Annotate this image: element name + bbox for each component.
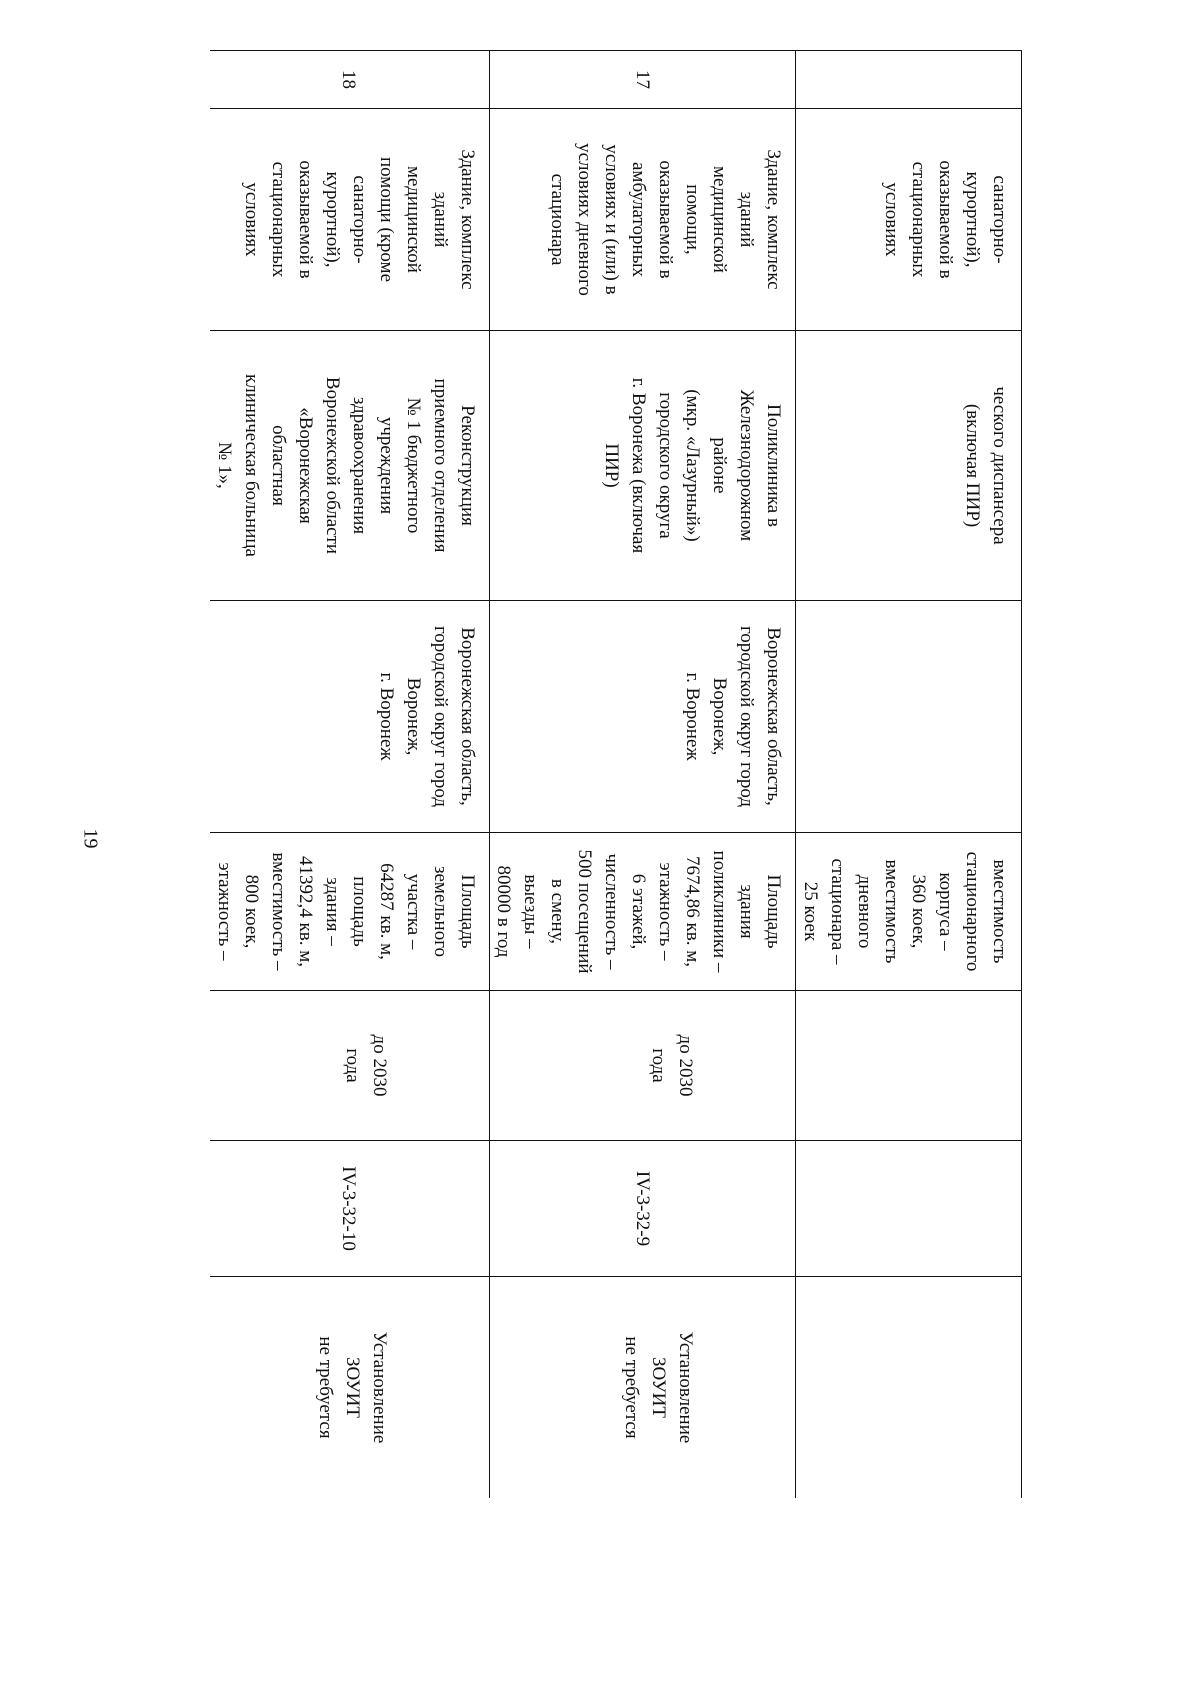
cell-object-type <box>796 109 1022 331</box>
table-row <box>210 51 490 1499</box>
objects-table <box>210 50 1022 1498</box>
cell-parameters <box>210 833 490 991</box>
cell-text-line: 500 посещений <box>574 849 595 974</box>
table-row <box>796 51 1022 1499</box>
rotated-table-container <box>210 50 1022 1498</box>
cell-text-line: приемного отделения <box>430 378 451 553</box>
cell-text-line: городского округа <box>655 392 676 539</box>
table-body <box>210 51 1022 1499</box>
cell-text-line: оказываемой в <box>935 160 956 279</box>
cell-text-line: до 2030 <box>675 1034 696 1097</box>
cell-text-line: районе <box>709 437 730 494</box>
cell-text-line: года <box>648 1048 669 1083</box>
cell-text-line: участка – <box>403 873 424 950</box>
cell-text-line: здравоохранения <box>349 396 370 535</box>
cell-parameters <box>490 833 796 991</box>
cell-text-line: не требуется <box>315 1336 336 1439</box>
cell-text-line: 360 коек, <box>908 874 929 949</box>
cell-location <box>796 601 1022 833</box>
cell-text-line: зданий <box>430 191 451 248</box>
cell-object-name <box>490 331 796 601</box>
cell-zone-note <box>796 1277 1022 1499</box>
cell-number <box>490 51 796 109</box>
cell-text-line: помощи, <box>682 184 703 255</box>
cell-text-line: корпуса – <box>935 872 956 951</box>
cell-number <box>796 51 1022 109</box>
cell-text-line: этажность – <box>655 862 676 961</box>
cell-text-line: санаторно- <box>989 175 1010 264</box>
cell-object-code <box>796 1141 1022 1277</box>
cell-text-line: ПИР) <box>601 443 622 488</box>
cell-text-line: численность – <box>601 853 622 970</box>
cell-text-line: городской округ город <box>430 625 451 808</box>
page-number <box>79 818 101 858</box>
cell-text: 17 <box>632 70 653 89</box>
cell-text-line: 64287 кв. м, <box>376 863 397 960</box>
cell-text-line: «Воронежская <box>295 407 316 524</box>
cell-text-line: Воронежской области <box>322 376 343 555</box>
cell-text-line: г. Воронеж <box>376 672 397 761</box>
cell-text-line: условиях <box>241 182 262 257</box>
cell-object-name <box>210 331 490 601</box>
cell-text-line: площадь <box>349 876 370 947</box>
cell-location <box>490 601 796 833</box>
cell-text-line: санаторно- <box>349 175 370 264</box>
cell-text-line: вместимость – <box>268 852 289 971</box>
page-number-text: 19 <box>79 828 102 848</box>
cell-text-line: вместимость <box>881 859 902 964</box>
cell-text-line: стационарного <box>962 851 983 972</box>
cell-text-line: дневного <box>854 874 875 949</box>
cell-text-line: амбулаторных <box>628 162 649 277</box>
cell-text-line: учреждения <box>376 416 397 515</box>
cell-text-line: курортной), <box>322 171 343 268</box>
cell-text-line: Здание, комплекс <box>457 149 478 290</box>
cell-object-code <box>210 1141 490 1277</box>
cell-text-line: 6 этажей, <box>628 873 649 950</box>
cell-location <box>210 601 490 833</box>
cell-text-line: Реконструкция <box>457 405 478 526</box>
cell-text-line: Воронеж, <box>709 677 730 756</box>
cell-object-code <box>490 1141 796 1277</box>
cell-text-line: стационара <box>547 173 568 266</box>
cell-text-line: оказываемой в <box>655 160 676 279</box>
cell-text-line: поликлиники – <box>709 850 730 973</box>
cell-text-line: 41392,4 кв. м, <box>295 856 316 967</box>
cell-text-line: вместимость <box>989 859 1010 964</box>
cell-text-line: помощи (кроме <box>376 156 397 283</box>
cell-text-line: условиях и (или) в <box>601 144 622 295</box>
cell-text-line: условиях <box>881 182 902 257</box>
cell-zone-note <box>490 1277 796 1499</box>
cell-text-line: 7674,86 кв. м, <box>682 856 703 967</box>
table-row <box>490 51 796 1499</box>
cell-text-line: Установление <box>369 1331 390 1444</box>
cell-term <box>796 991 1022 1141</box>
cell-text-line: ЗОУИТ <box>342 1357 363 1418</box>
cell-text-line: года <box>342 1048 363 1083</box>
cell-text-line: Железнодорожном <box>736 389 757 542</box>
cell-number <box>210 51 490 109</box>
cell-text-line: стационарных <box>268 161 289 278</box>
cell-text-line: Воронежская область, <box>457 627 478 806</box>
cell-term <box>210 991 490 1141</box>
cell-text-line: 800 коек, <box>241 874 262 949</box>
cell-text-line: здания <box>736 884 757 939</box>
cell-text-line: до 2030 <box>369 1034 390 1097</box>
cell-term <box>490 991 796 1141</box>
cell-object-type <box>210 109 490 331</box>
cell-text-line: здания – <box>322 877 343 946</box>
cell-text-line: земельного <box>430 865 451 958</box>
cell-text-line: Установление <box>675 1331 696 1444</box>
cell-text-line: Здание, комплекс <box>763 149 784 290</box>
cell-text: 18 <box>338 70 359 89</box>
cell-text-line: 80000 в год <box>493 865 514 958</box>
cell-text: IV-3-32-10 <box>338 1166 359 1251</box>
cell-text-line: оказываемой в <box>295 160 316 279</box>
cell-text-line: г. Воронежа (включая <box>628 377 649 554</box>
cell-text-line: (мкр. «Лазурный») <box>682 389 703 542</box>
cell-parameters <box>796 833 1022 991</box>
cell-object-type <box>490 109 796 331</box>
cell-text: IV-3-32-9 <box>632 1170 653 1247</box>
cell-object-name <box>796 331 1022 601</box>
cell-text-line: Поликлиника в <box>763 404 784 527</box>
cell-text-line: в смену, <box>547 878 568 945</box>
cell-text-line: курортной), <box>962 171 983 268</box>
cell-text-line: 25 коек <box>800 881 821 942</box>
cell-text-line: этажность – <box>214 862 235 961</box>
cell-text-line: Воронеж, <box>403 677 424 756</box>
cell-text-line: г. Воронеж <box>682 672 703 761</box>
cell-text-line: условиях дневного <box>574 143 595 296</box>
cell-text-line: не требуется <box>621 1336 642 1439</box>
cell-text-line: Воронежская область, <box>763 627 784 806</box>
cell-text-line: городской округ город <box>736 625 757 808</box>
cell-text-line: № 1 бюджетного <box>403 397 424 534</box>
cell-text-line: зданий <box>736 191 757 248</box>
cell-text-line: стационарных <box>908 161 929 278</box>
cell-text-line: № 1», <box>214 442 235 489</box>
cell-text-line: ческого диспансера <box>989 386 1010 545</box>
cell-text-line: Площадь <box>457 874 478 949</box>
cell-text-line: медицинской <box>709 166 730 273</box>
cell-text-line: медицинской <box>403 166 424 273</box>
cell-text-line: выезды – <box>520 874 541 949</box>
document-table-area <box>210 50 1022 1498</box>
cell-text-line: стационара – <box>827 858 848 965</box>
cell-text-line: областная <box>268 425 289 506</box>
cell-text-line: ЗОУИТ <box>648 1357 669 1418</box>
cell-text-line: клиническая больница <box>241 374 262 557</box>
cell-text-line: Площадь <box>763 874 784 949</box>
cell-text-line: (включая ПИР) <box>962 403 983 528</box>
cell-zone-note <box>210 1277 490 1499</box>
